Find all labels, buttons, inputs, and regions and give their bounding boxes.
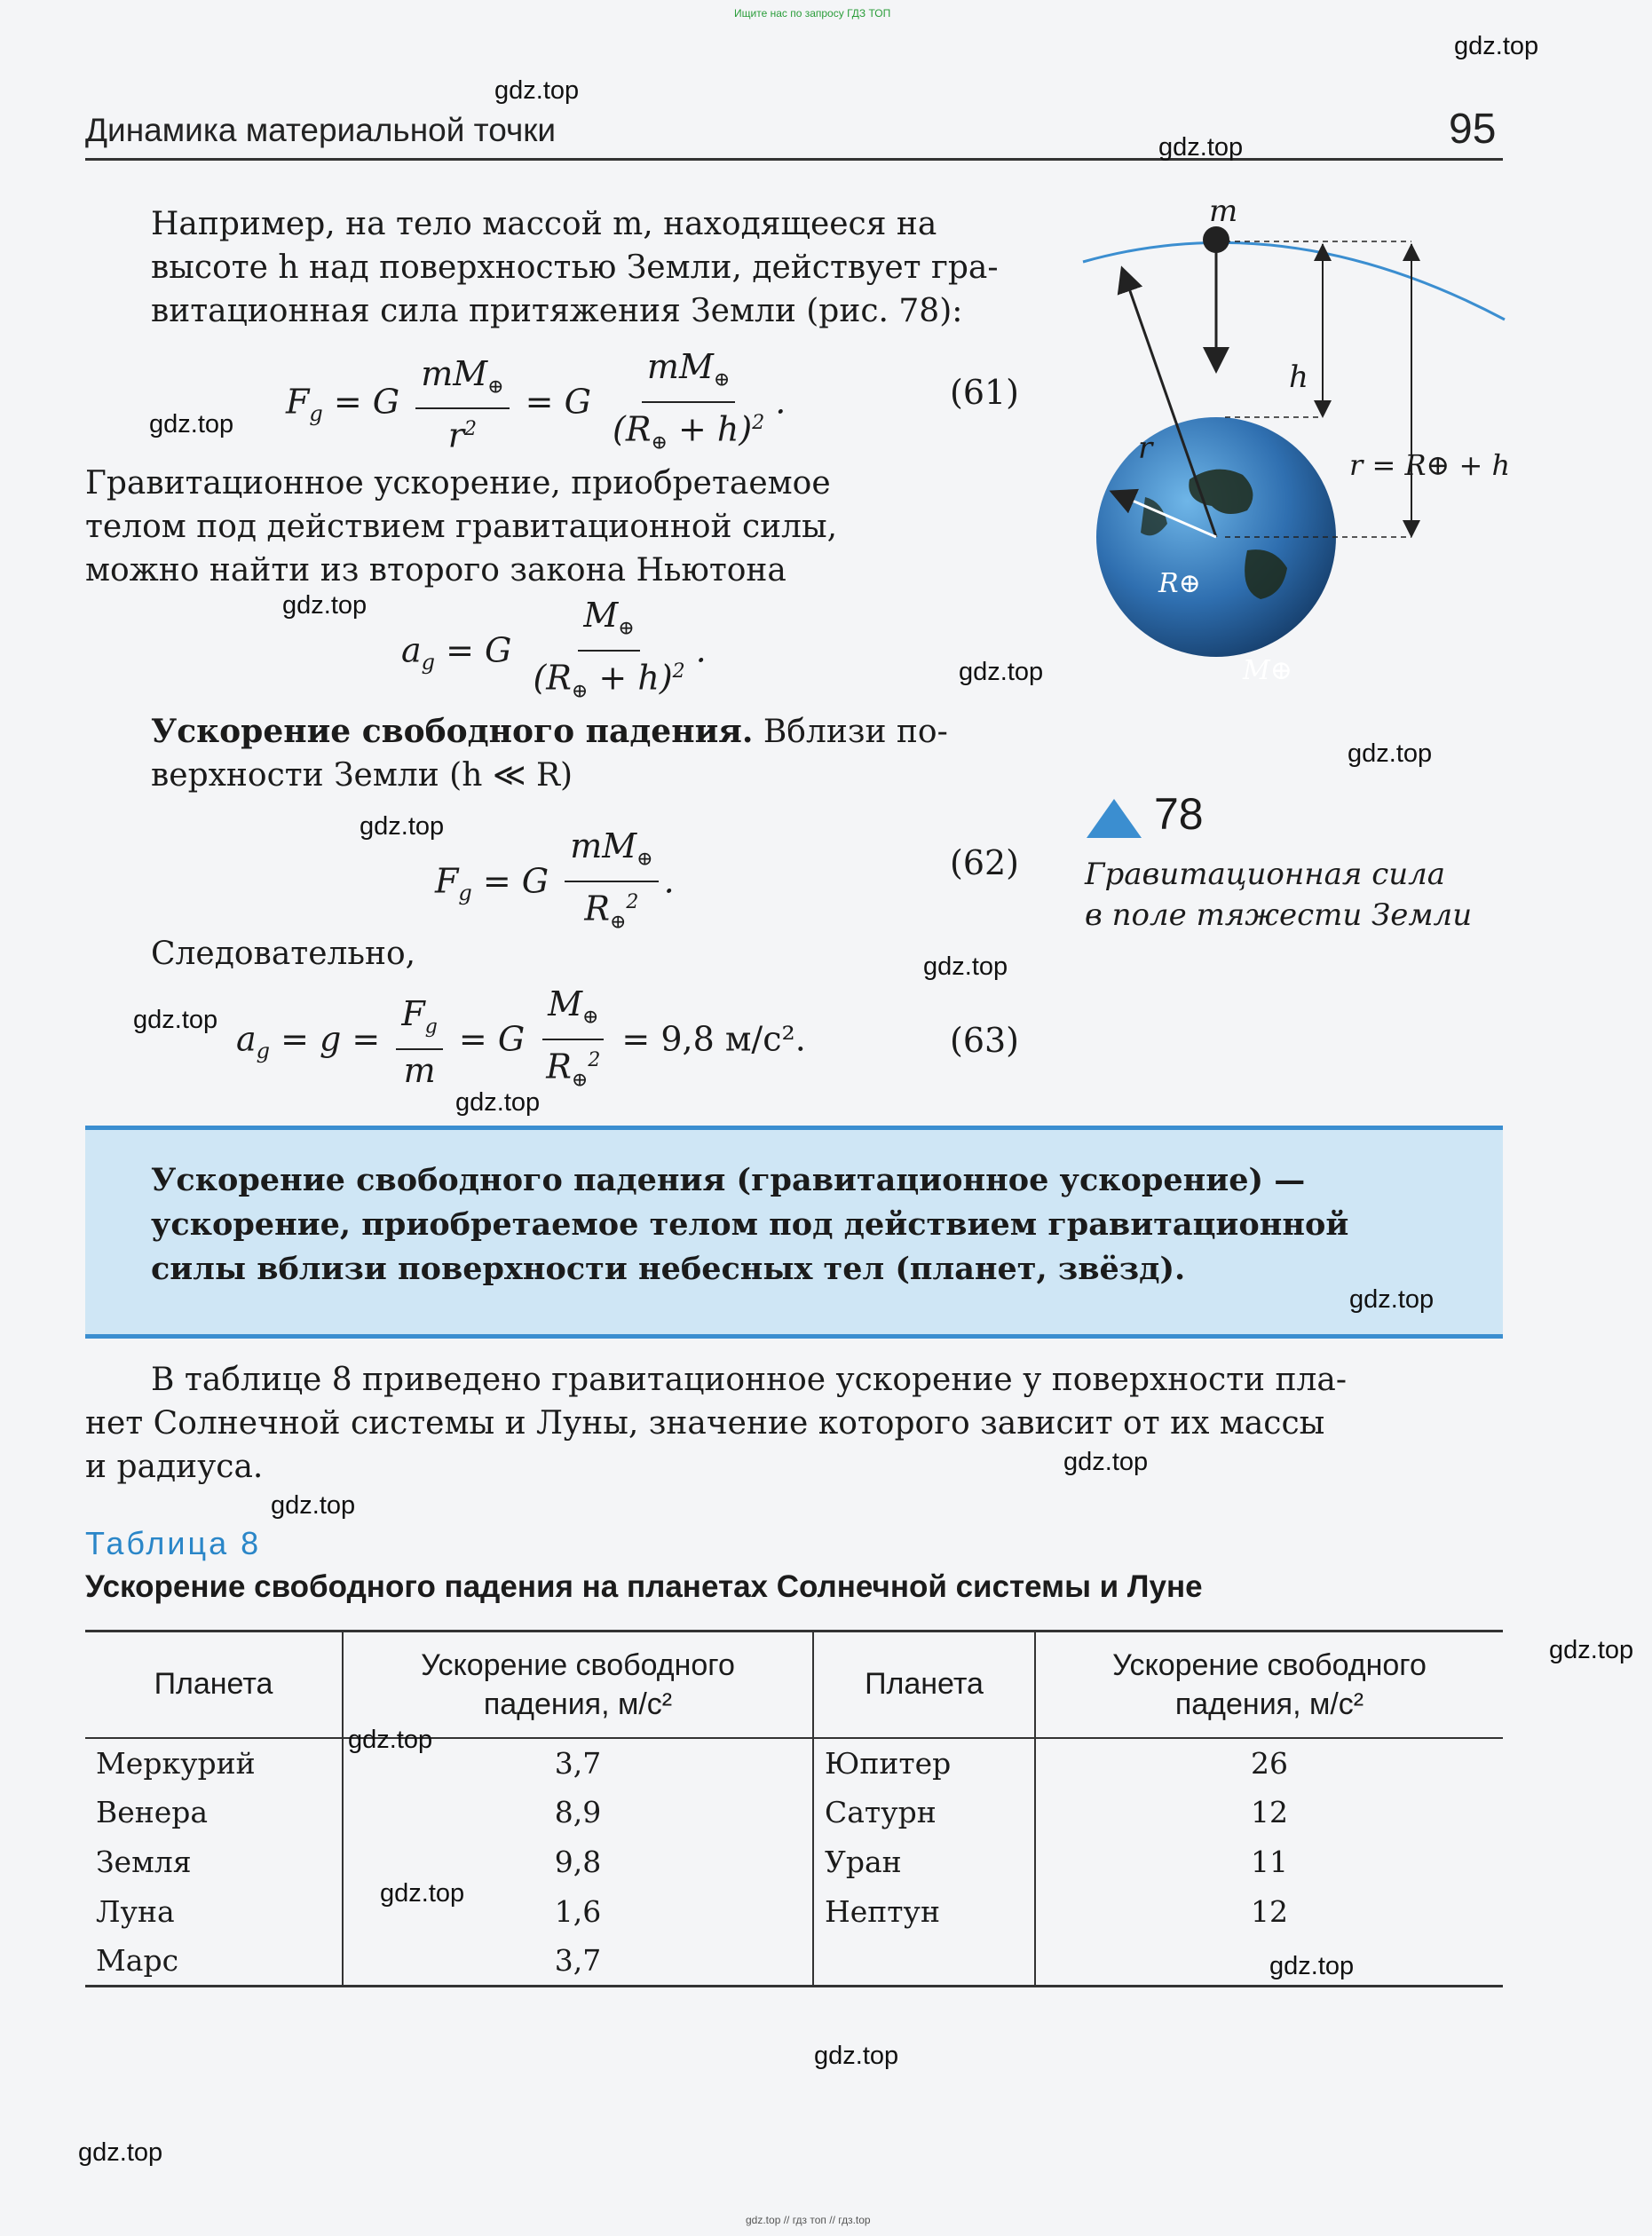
watermark: gdz.top [494,76,580,105]
paragraph-table-intro: В таблице 8 приведено гравитационное ускорение у поверхности пла- нет Солнечной системы и Луны, значение которого зависит от их массы и радиуса. [85,1362,1347,1485]
table-header-accel-left: Ускорение свободного падения, м/с² [343,1632,813,1738]
watermark: gdz.top [1549,1636,1634,1664]
table-header-planet-right: Планета [813,1632,1035,1738]
watermark: gdz.top [1158,133,1244,162]
definition-text: Ускорение свободного падения (гравитационное ускорение) — ускорение, приобретаемое телом под действием гравитационной силы вблизи поверхности небесных тел (планет, звёзд). [151,1162,1349,1287]
header-rule [85,158,1503,161]
watermark: gdz.top [133,1006,218,1034]
watermark: gdz.top [271,1491,356,1520]
paragraph-free-fall: Ускорение свободного падения. Вблизи по- верхности Земли (h ≪ R) [151,713,948,794]
watermark: gdz.top [1063,1448,1149,1476]
watermark: gdz.top [959,658,1044,686]
figure-label-r-equation: r = R⊕ + h [1349,448,1511,482]
mass-point-icon [1203,226,1229,253]
table-label: Таблица 8 [85,1525,262,1561]
bottom-search-link[interactable]: gdz.top // гдз топ // гдз.top [746,2214,871,2226]
watermark: gdz.top [1454,32,1539,60]
table-row: Меркурий 3,7 Юпитер 26 [85,1738,1503,1788]
equation-63: $a_g = g$ = $\frac{F_g}{m}$ = G $\frac{M_\oplus}{R_\oplus^2}$ = 9,8 м/с². [236,984,806,1091]
equation-ag: $a_g = G$ $\frac{M_\oplus}{(R_\oplus + h)^2}$ . [401,596,707,702]
watermark: gdz.top [78,2138,163,2167]
figure-label-earth-radius: R⊕ [1158,568,1201,599]
equation-63-number: (63) [950,1021,1020,1060]
chapter-title: Динамика материальной точки [85,112,557,148]
figure-label-earth-mass: M⊕ [1243,655,1292,686]
figure-label-h: h [1289,359,1308,395]
page-number: 95 [1449,106,1497,153]
table-row: Марс 3,7 [85,1937,1503,1987]
table-row: Луна 1,6 Нептун 12 [85,1887,1503,1937]
equation-61-number: (61) [950,373,1020,412]
paragraph-therefore: Следовательно, [151,936,416,972]
figure-label-m: m [1209,194,1238,229]
table-row: Венера 8,9 Сатурн 12 [85,1788,1503,1837]
equation-62-number: (62) [950,843,1020,882]
gravity-table [85,1630,1503,1987]
watermark: gdz.top [348,1726,433,1754]
free-fall-heading: Ускорение свободного падения. [151,713,754,750]
table-row: Земля 9,8 Уран 11 [85,1837,1503,1887]
watermark: gdz.top [1348,739,1433,768]
watermark: gdz.top [149,410,234,439]
table-header-accel-right: Ускорение свободного падения, м/с² [1112,1647,1427,1721]
orbit-arc [1083,242,1505,320]
equation-62: $F_g = G$ $\frac{mM_\oplus}{R_\oplus^2}$ . [435,826,675,933]
triangle-marker-icon [1087,799,1142,838]
watermark: gdz.top [1269,1952,1355,1980]
watermark: gdz.top [282,591,368,620]
paragraph-gravitational-acceleration: Гравитационное ускорение, приобретаемое телом под действием гравитационной силы, можно найти из второго закона Ньютона [85,465,838,589]
watermark: gdz.top [923,952,1008,981]
watermark: gdz.top [380,1879,465,1908]
figure-number: 78 [1154,789,1204,839]
watermark: gdz.top [455,1088,541,1117]
paragraph-intro: Например, на тело массой m, находящееся на высоте h над поверхностью Земли, действует гра- витационная сила притяжения Земли (рис. 78): [151,206,999,329]
figure-label-r: r [1138,431,1153,466]
table-title: Ускорение свободного падения на планетах Солнечной системы и Луне [85,1569,1203,1604]
table-header-planet-left: Планета [85,1632,343,1738]
watermark: gdz.top [814,2042,899,2070]
watermark: gdz.top [1349,1285,1435,1314]
figure-caption: Гравитационная сила в поле тяжести Земли [1085,857,1473,933]
equation-61: $F_g = G$ $\frac{mM_\oplus}{r^2}$ = G $\frac{mM_\oplus}{(R_\oplus + h)^2}$ . [286,347,786,456]
top-search-link[interactable]: Ищите нас по запросу ГДЗ ТОП [734,7,891,20]
watermark: gdz.top [360,812,445,841]
